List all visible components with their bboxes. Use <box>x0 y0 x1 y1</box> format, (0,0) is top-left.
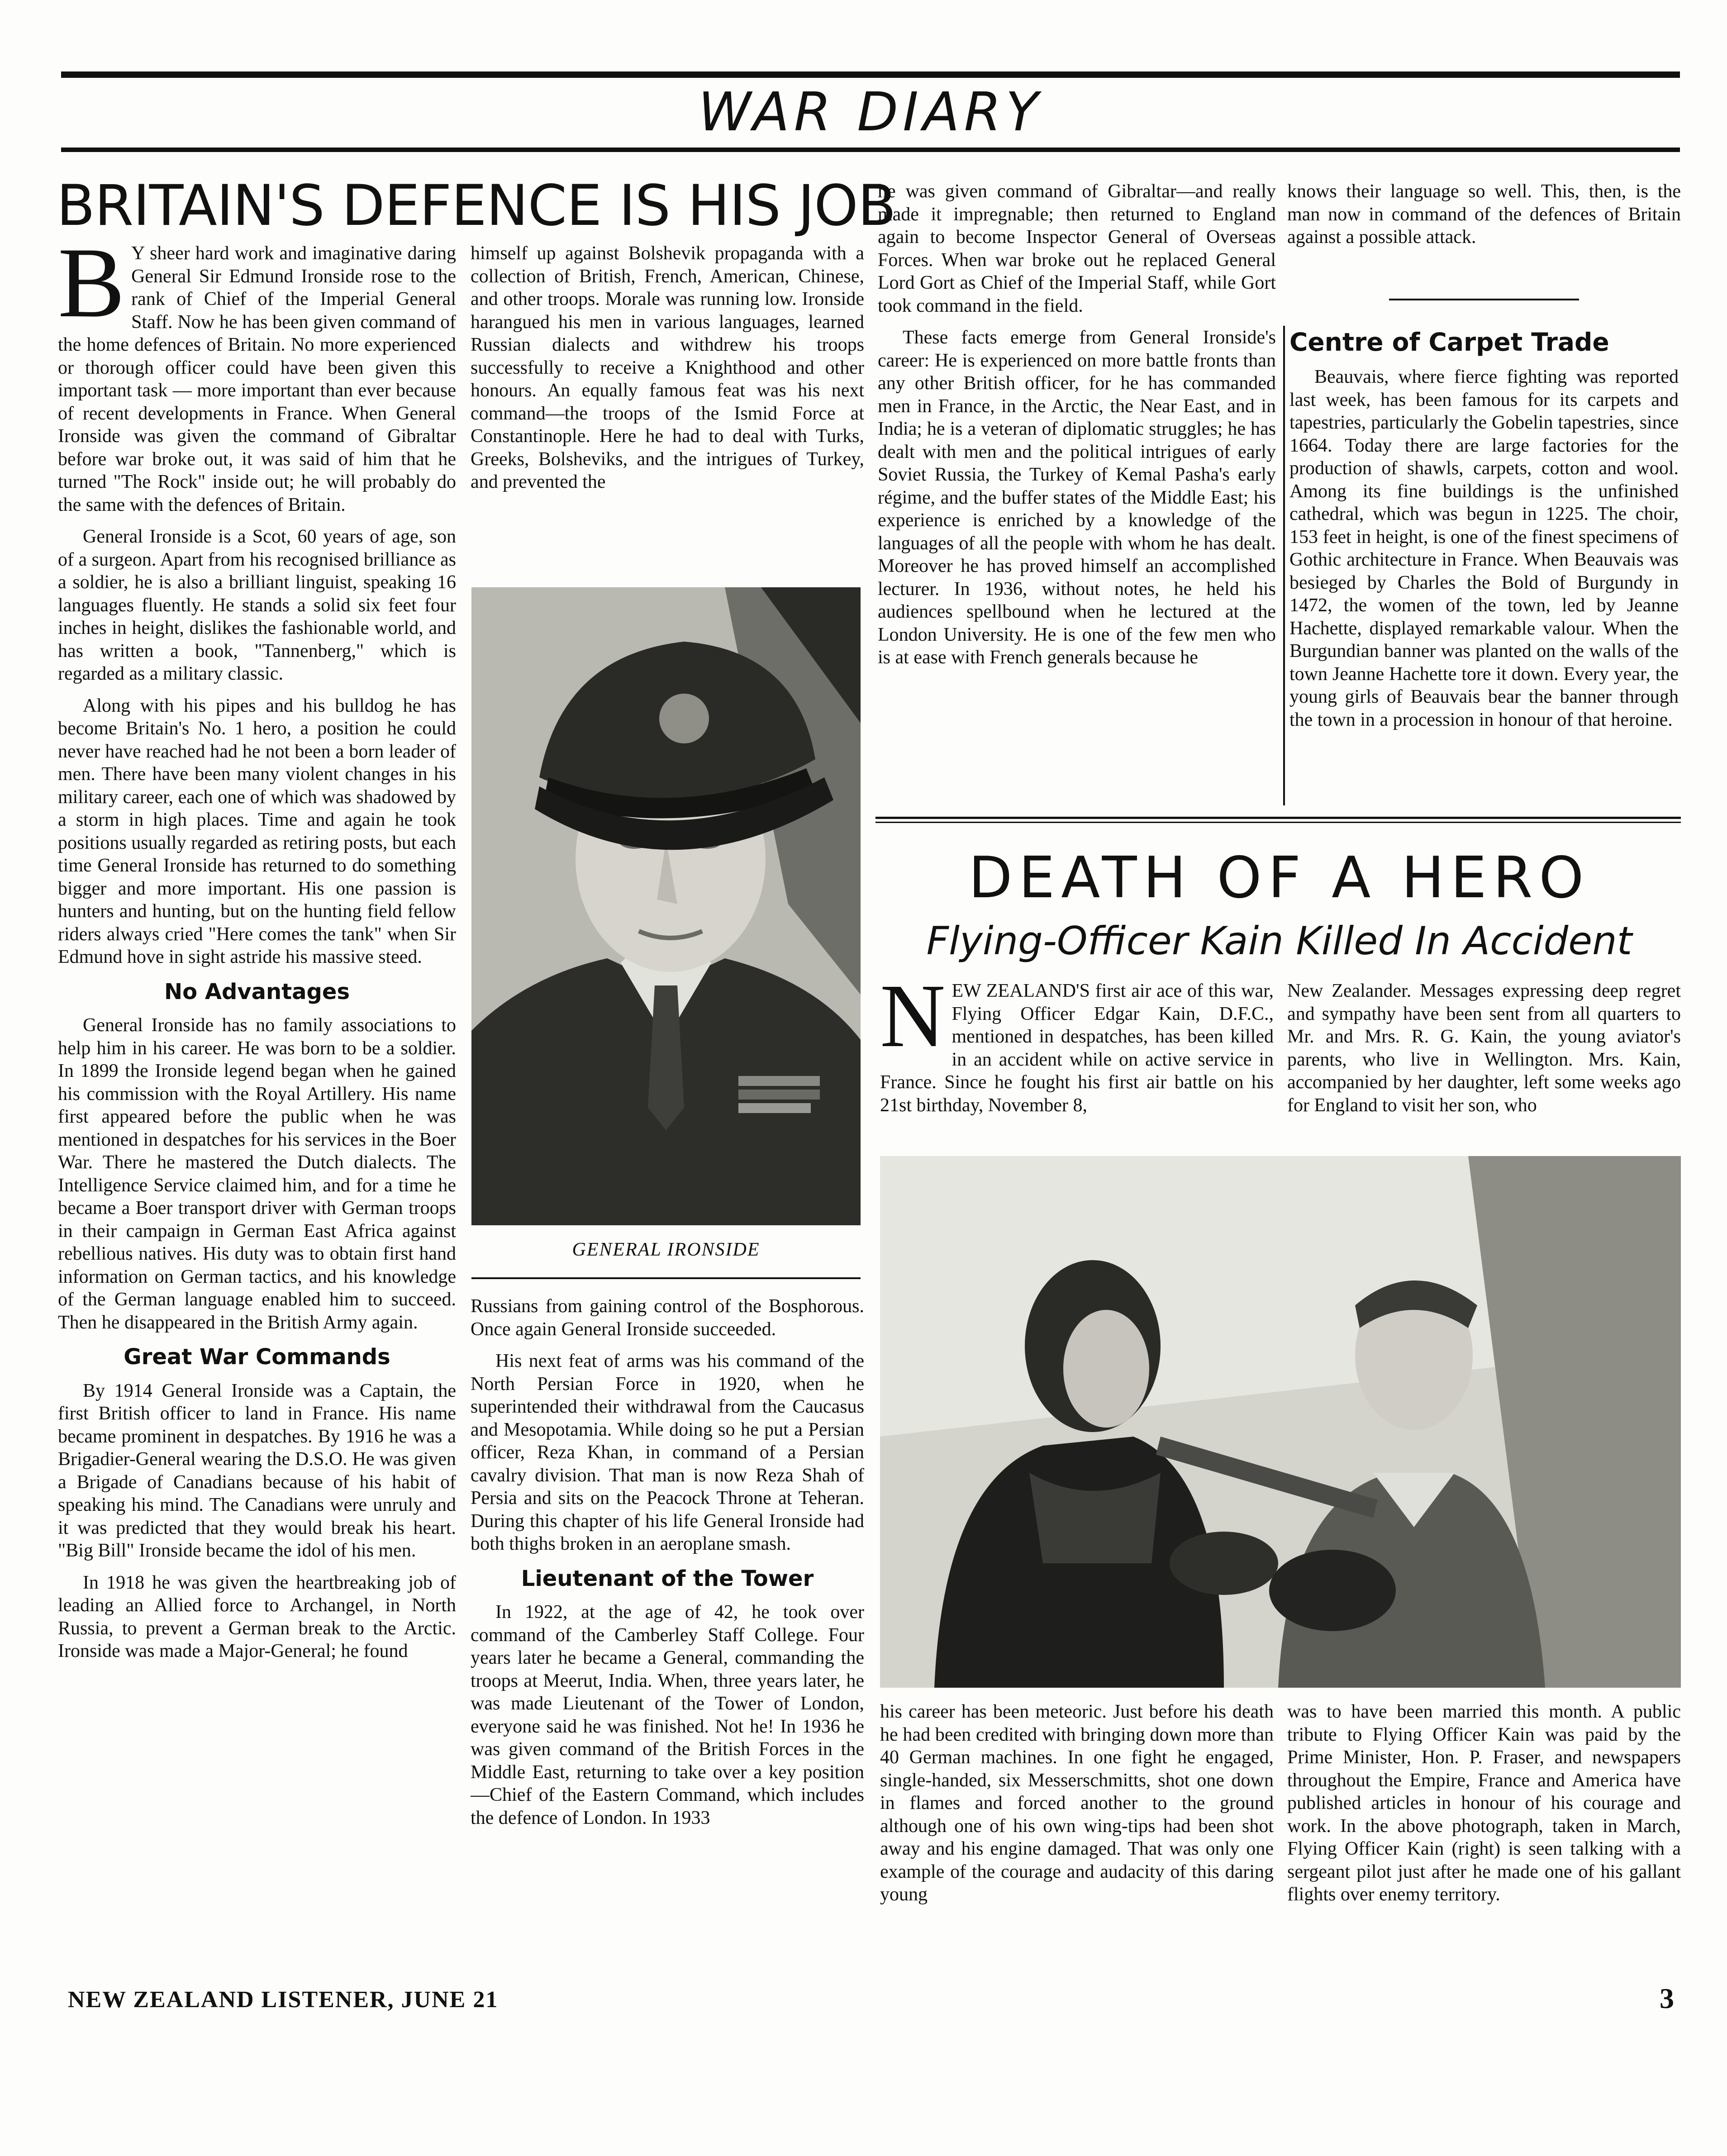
subheading: No Advantages <box>164 979 350 1004</box>
subheading: Great War Commands <box>124 1344 390 1370</box>
sidebar-paragraph: Beauvais, where fierce fighting was reported last week, has been famous for its carpets and tapestries, particularly the Gobelin tapestries, since 1664. Today there are large factories for the production of shawls, carpets, cotton and wool. Among its fine buildings is the unfinished cathedral, which was begun in 1225. The choir, 153 feet in height, is one of the finest specimens of Gothic architecture in France. When Beauvais was besieged by Charles the Bold of Burgundy in 1472, the women of the town, led by Jeanne Hachette, displayed remarkable valour. When the Burgundian banner was planted on the walls of the town Jeanne Hachette tore it down. Every year, the young girls of Beauvais bear the banner through the town in a procession in honour of that heroine. <box>1289 366 1679 730</box>
article-column-3 <box>878 180 1276 809</box>
article-paragraph: His next feat of arms was his command of the North Persian Force in 1920, when he superintended their withdrawal from the Caucasus and Mesopotamia. While doing so he put a Persian officer, Reza Khan, in command of a Persian cavalry division. That man is now Reza Shah of Persia and sits on the Peacock Throne at Teheran. During this chapter of his life General Ironside had both thighs broken in an aeroplane smash. <box>471 1351 864 1554</box>
hero-headline: DEATH OF A HERO <box>968 844 1590 911</box>
drop-cap: B <box>58 242 125 338</box>
caption-rule <box>471 1277 861 1279</box>
hero-subheadline: Flying-Officer Kain Killed In Accident <box>926 919 1632 964</box>
footer-publication: NEW ZEALAND LISTENER, JUNE 21 <box>68 1987 499 2013</box>
sidebar-text <box>1289 366 1679 809</box>
hero-paragraph-2: New Zealander. Messages expressing deep regret and sympathy have been sent from all quarters to Mr. and Mrs. R. G. Kain, the young aviator's parents, who live in Wellington. Mrs. Kain, accompanied by her daughter, left some weeks ago for England to visit her son, who <box>1287 980 1681 1116</box>
main-headline: BRITAIN'S DEFENCE IS HIS JOB <box>57 173 896 238</box>
airmen-photo-icon <box>880 1156 1681 1688</box>
article-column-2-bottom <box>471 1295 864 1969</box>
article-paragraph: In 1918 he was given the heartbreaking job of leading an Allied force to Archangel, in North Russia, to prevent a German break to the Arctic. Ironside was made a Major-General; he found <box>58 1572 456 1661</box>
article-paragraph: General Ironside has no family associations to help him in his career. He was born to be a soldier. In 1899 the Ironside legend began when he gained his commission with the Royal Artillery. His name first appeared before the public when he was mentioned in despatches for his services in the Boer War. There he mastered the Dutch dialects. The Intelligence Service claimed him, and for a time he became a Boer transport driver with German troops in their campaign in German East Africa against rebellious natives. His duty was to obtain first hand information on German tactics, and his knowledge of the German language enabled him to succeed. Then he disappeared in the British Army again. <box>58 1015 456 1333</box>
article-paragraph: he was given command of Gibraltar—and really made it impregnable; then returned to England again to become Inspector General of Overseas Forces. When war broke out he replaced General Lord Gort as Chief of the Imperial Staff, while Gort took command in the field. <box>878 181 1276 316</box>
page-number: 3 <box>1660 1982 1674 2014</box>
article-paragraph: Y sheer hard work and imaginative daring General Sir Edmund Ironside rose to the rank of Chief of the Imperial General Staff. Now he has been given command of the home defences of Britain. No more experienced or thorough officer could have been given this important task — more important than ever because of recent developments in France. When General Ironside was given the command of Gibraltar before war broke out, it was said of him that he turned "The Rock" inside out; he will probably do the same with the defences of Britain. <box>58 243 456 515</box>
hero-column-2 <box>1287 980 1681 1142</box>
article-column-2-top <box>471 242 864 577</box>
article-paragraph: General Ironside is a Scot, 60 years of age, son of a surgeon. Apart from his recognised brilliance as a soldier, he is also a brilliant linguist, speaking 16 languages fluently. He stands a solid six feet four inches in height, dislikes the fashionable world, and has written a book, "Tannenberg," which is regarded as a military classic. <box>58 526 456 684</box>
article-paragraph: These facts emerge from General Ironside's career: He is experienced on more battle fronts than any other British officer, for he has commanded men in France, in the Arctic, the Near East, and in India; he is a veteran of diplomatic struggles; he has dealt with men and the political intrigues of early Soviet Russia, the Turkey of Kemal Pasha's early régime, and the buffer states of the Middle East; his experience is enriched by a knowledge of the languages of all the people with whom he has dealt. Moreover he has proved himself an accomplished lecturer. In 1936, without notes, he held his audiences spellbound when he lectured at the London University. He is one of the few men who is at ease with French generals because he <box>878 327 1276 668</box>
airmen-photo <box>880 1156 1681 1688</box>
section-title: WAR DIARY <box>698 81 1043 143</box>
subheading: Lieutenant of the Tower <box>521 1566 814 1591</box>
hero-paragraph-3: his career has been meteoric. Just before his death he had been credited with bringing down more than 40 German machines. In one fight he engaged, single-handed, six Messerschmitts, shot one down in flames and forced another to the ground although one of his own wing-tips had been shot away and his engine damaged. That was only one example of the courage and audacity of this daring young <box>880 1701 1274 1905</box>
sidebar-heading: Centre of Carpet Trade <box>1289 328 1609 357</box>
article-column-1 <box>58 242 456 1966</box>
general-ironside-photo <box>471 587 861 1225</box>
article-paragraph: knows their language so well. This, then, is the man now in command of the defences of Britain against a possible attack. <box>1287 181 1681 247</box>
section-divider <box>875 817 1681 819</box>
hero-drop-cap: N <box>880 980 946 1066</box>
sidebar-divider <box>1389 299 1579 300</box>
article-paragraph: himself up against Bolshevik propaganda with a collection of British, French, American, Chinese, and other troops. Morale was running low. Ironside harangued his men in various languages, learned Russian dialects and withdrew his troops successfully to receive a Knighthood and other honours. An equally famous feat was his next command—the troops of the Ismid Force at Constantinople. Here he had to deal with Turks, Greeks, Bolsheviks, and the intrigues of Turkey, and prevented the <box>471 243 864 492</box>
article-column-4 <box>1287 180 1681 289</box>
photo-caption: GENERAL IRONSIDE <box>572 1239 760 1260</box>
hero-paragraph-1: EW ZEALAND'S first air ace of this war, Flying Officer Edgar Kain, D.F.C., mentioned in despatches, has been killed in an accident while on active service in France. Since he fought his first air battle on his 21st birthday, November 8, <box>880 980 1274 1116</box>
sidebar-side-rule <box>1283 326 1285 805</box>
article-paragraph: Russians from gaining control of the Bosphorous. Once again General Ironside succeeded. <box>471 1296 864 1340</box>
hero-paragraph-4: was to have been married this month. A public tribute to Flying Officer Kain was paid by the Prime Minister, Hon. P. Fraser, and newspapers throughout the Empire, France and America have published articles in honour of his courage and work. In the above photograph, taken in March, Flying Officer Kain (right) is seen talking with a sergeant pilot just after he made one of his gallant flights over enemy territory. <box>1287 1701 1681 1905</box>
hero-column-1 <box>880 980 1274 1142</box>
portrait-photo-icon <box>471 587 861 1225</box>
top-rule <box>61 71 1680 78</box>
article-paragraph: In 1922, at the age of 42, he took over command of the Camberley Staff College. Four years later he became a General, commanding the troops at Meerut, India. When, three years later, he was made Lieutenant of the Tower of London, everyone said he was finished. Not he! In 1936 he was given command of the British Forces in the Middle East, returning to take over a key position—Chief of the Eastern Command, which includes the defence of London. In 1933 <box>471 1602 864 1828</box>
article-paragraph: Along with his pipes and his bulldog he has become Britain's No. 1 hero, a position he could never have reached had he not been a born leader of men. There have been many violent changes in his military career, each one of which was shadowed by a storm in high places. Time and again he took positions usually regarded as retiring posts, but each time General Ironside has returned to do something bigger and more important. His one passion is hunters and hunting, but on the hunting field fellow riders always cried "Here comes the tank" when Sir Edmund hove in sight astride his massive steed. <box>58 695 456 967</box>
hero-column-3 <box>880 1700 1274 1972</box>
title-rule <box>61 148 1680 152</box>
hero-column-4 <box>1287 1700 1681 1972</box>
section-divider-2 <box>875 822 1681 823</box>
article-paragraph: By 1914 General Ironside was a Captain, the first British officer to land in France. His name became prominent in despatches. By 1916 he was a Brigadier-General wearing the D.S.O. He was given a Brigade of Canadians because of his habit of speaking his mind. The Canadians were unruly and it was predicted that they would break his heart. "Big Bill" Ironside became the idol of his men. <box>58 1380 456 1561</box>
